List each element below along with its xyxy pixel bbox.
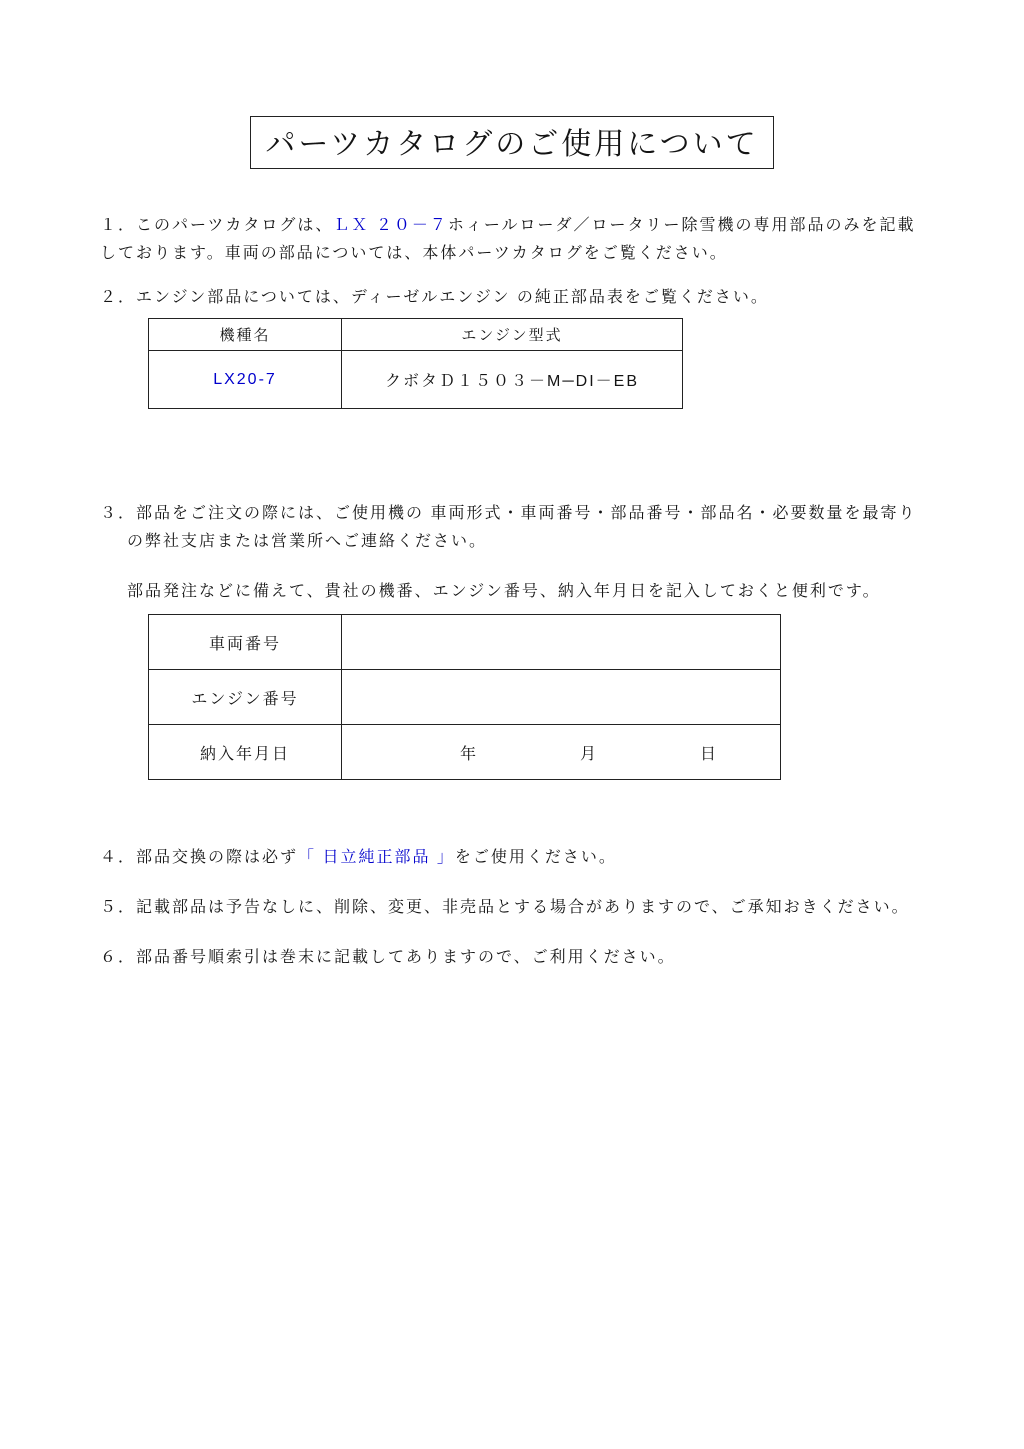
paragraph-4-text-a: ４．部品交換の際は必ず xyxy=(100,849,299,866)
engine-table-data-row xyxy=(149,351,683,409)
record-row-vehicle-number xyxy=(149,615,781,670)
paragraph-1-model-number: ＬＸ ２０－７ xyxy=(333,217,448,234)
engine-table-header-row xyxy=(149,319,683,351)
date-unit-day: 日 xyxy=(700,745,719,763)
paragraph-3-line1: ３．部品をご注文の際には、ご使用機の 車両形式・車両番号・部品番号・部品名・必要数量を最寄り xyxy=(100,505,917,522)
engine-model-table xyxy=(148,318,683,409)
paragraph-3 xyxy=(100,500,984,556)
engine-table-header-type: エンジン型式 xyxy=(342,319,683,351)
paragraph-1-line2: しております。車両の部品については、本体パーツカタログをご覧ください。 xyxy=(100,245,728,262)
paragraph-4 xyxy=(100,844,984,872)
record-label-delivery-date: 納入年月日 xyxy=(149,725,342,780)
date-unit-year: 年 xyxy=(460,745,479,763)
record-row-delivery-date xyxy=(149,725,781,780)
record-row-engine-number xyxy=(149,670,781,725)
record-value-delivery-date xyxy=(342,725,781,780)
paragraph-6: ６．部品番号順索引は巻末に記載してありますので、ご利用ください。 xyxy=(100,949,676,966)
page-title: パーツカタログのご使用について xyxy=(250,116,773,169)
paragraph-3-note: 部品発注などに備えて、貴社の機番、エンジン番号、納入年月日を記入しておくと便利です。 xyxy=(127,583,881,600)
paragraph-2: ２．エンジン部品については、ディーゼルエンジン の純正部品表をご覧ください。 xyxy=(100,289,769,306)
date-unit-month: 月 xyxy=(580,745,599,763)
paragraph-1 xyxy=(100,212,984,268)
engine-table-header-model: 機種名 xyxy=(149,319,342,351)
engine-table-type-value: クボタＤ１５０３－M─DI－EB xyxy=(342,351,683,409)
paragraph-1-text-b: ホィールローダ／ロータリー除雪機の専用部品のみを記載 xyxy=(447,217,916,234)
paragraph-4-genuine-parts: 「 日立純正部品 」 xyxy=(298,849,455,866)
engine-table-model-value: LX20-7 xyxy=(149,351,342,409)
paragraph-3-line2: の弊社支店または営業所へご連絡ください。 xyxy=(127,533,488,550)
record-table xyxy=(148,614,781,780)
record-value-vehicle-number xyxy=(342,615,781,670)
paragraph-4-text-b: をご使用ください。 xyxy=(454,849,617,866)
record-label-engine-number: エンジン番号 xyxy=(149,670,342,725)
paragraph-5: ５．記載部品は予告なしに、削除、変更、非売品とする場合がありますので、ご承知おきください。 xyxy=(100,899,910,916)
paragraph-1-text-a: １．このパーツカタログは、 xyxy=(100,217,334,234)
title-row xyxy=(0,116,1024,169)
record-label-vehicle-number: 車両番号 xyxy=(149,615,342,670)
record-value-engine-number xyxy=(342,670,781,725)
delivery-date-units xyxy=(342,741,780,764)
